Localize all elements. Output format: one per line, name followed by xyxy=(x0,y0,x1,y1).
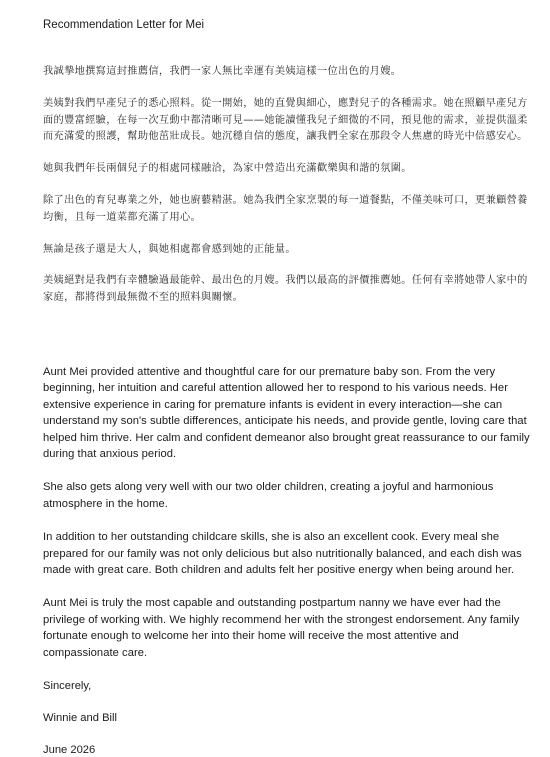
english-letter-body xyxy=(43,364,534,661)
english-paragraph-2: She also gets along very well with our two older children, creating a joyful and harmonious atmosphere in the home. xyxy=(43,481,494,510)
english-paragraph-4: Aunt Mei is truly the most capable and outstanding postpartum nanny we have ever had the privilege of working with. We highly recommend her with the strongest endorsement. Any family fortunate enough to welcome her into their home will receive the most attentive and compassionate care. xyxy=(43,597,520,659)
letter-date: June 2026 xyxy=(43,744,96,757)
english-paragraph-3: In addition to her outstanding childcare skills, she is also an excellent cook. Every meal she prepared for our family was not only delicious but also nutritionally balanced, and each dish was made with great care. Both children and adults felt her positive energy when being around her. xyxy=(43,531,522,577)
closing-line: Sincerely, xyxy=(43,680,92,693)
signature-line: Winnie and Bill xyxy=(43,712,117,725)
letter-signoff xyxy=(43,679,534,757)
chinese-letter-body xyxy=(43,64,534,307)
english-paragraph-1: Aunt Mei provided attentive and thoughtful care for our premature baby son. From the very beginning, her intuition and careful attention allowed her to respond to his various needs. Her extensive experience in caring for premature infants is evident in every interaction—she can understand my son's subtle differences, anticipate his needs, and provide gentle, loving care that helped him thrive. Her calm and confident demeanor also brought great reassurance to our family during that anxious period. xyxy=(43,365,530,460)
chinese-paragraph-2: 美姨對我們早產兒子的悉心照料。從一開始，她的直覺與細心，應對兒子的各種需求。她在照顧早產兒方面的豐富經驗，在每一次互動中都清晰可見——她能讀懂我兒子細微的不同，預見他的需求，並提供溫柔而充滿愛的照護，幫助他茁壯成長。她沉穩自信的態度，讓我們全家在那段令人焦慮的時光中倍感安心。 xyxy=(43,97,528,143)
chinese-paragraph-5: 無論是孩子還是大人，與她相處都會感到她的正能量。 xyxy=(43,243,296,255)
chinese-paragraph-3: 她與我們年長兩個兒子的相處同樣融洽，為家中營造出充滿歡樂與和諧的氛圍。 xyxy=(43,163,412,175)
chinese-paragraph-1: 我誠摯地撰寫這封推薦信，我們一家人無比幸運有美姨這樣一位出色的月嫂。 xyxy=(43,66,402,77)
letter-title: Recommendation Letter for Mei xyxy=(43,19,205,31)
chinese-paragraph-4: 除了出色的育兒專業之外，她也廚藝精湛。她為我們全家烹製的每一道餐點，不僅美味可口，更兼顧營養均衡，且每一道菜都充滿了用心。 xyxy=(43,194,528,223)
chinese-paragraph-6: 美姨絕對是我們有幸體驗過最能幹、最出色的月嫂。我們以最高的評價推薦她。任何有幸將她帶人家中的家庭，都將得到最無微不至的照料與關懷。 xyxy=(43,275,528,304)
